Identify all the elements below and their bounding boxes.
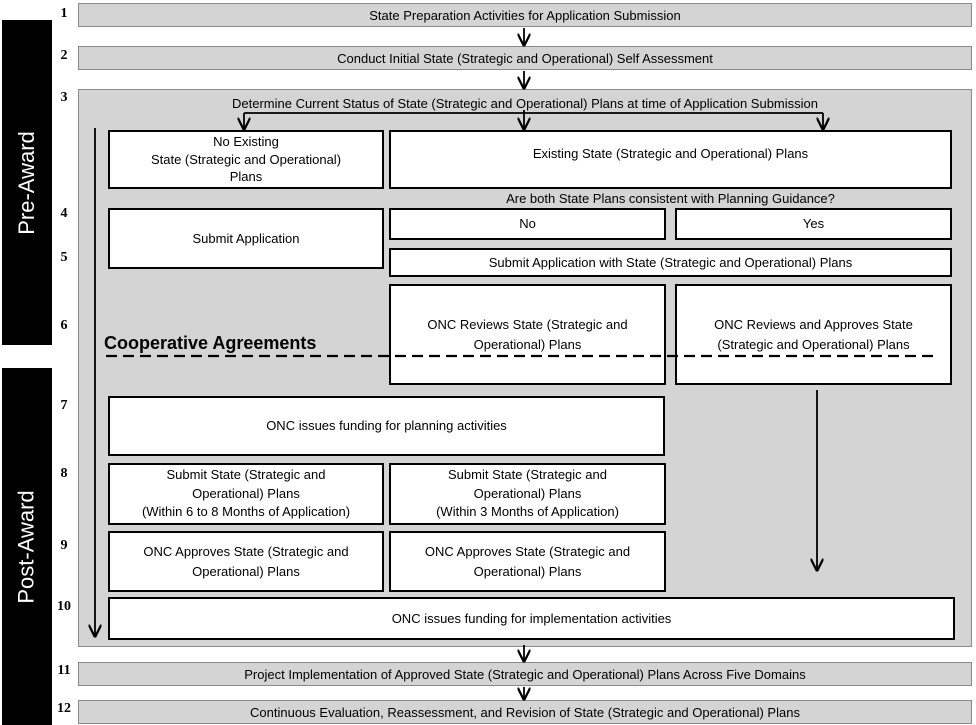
step-number: 3	[60, 90, 68, 105]
step-number: 8	[60, 466, 68, 481]
step-number: 11	[57, 663, 71, 678]
no-box: No	[389, 208, 666, 240]
step-11-band: Project Implementation of Approved State (Strategic and Operational) Plans Across Five Domains	[78, 662, 972, 686]
step-number: 12	[57, 701, 71, 716]
step-1-band: State Preparation Activities for Application Submission	[78, 3, 972, 27]
step-2-band: Conduct Initial State (Strategic and Operational) Self Assessment	[78, 46, 972, 70]
submit-application-with-plans-box: Submit Application with State (Strategic and Operational) Plans	[389, 248, 952, 277]
step-number: 2	[60, 48, 68, 63]
post-award-phase-bar	[2, 368, 52, 725]
step-number: 6	[60, 318, 68, 333]
no-existing-plans-box: No Existing State (Strategic and Operational) Plans	[108, 130, 384, 189]
step-number: 7	[60, 398, 68, 413]
funding-planning-box: ONC issues funding for planning activities	[108, 396, 665, 456]
submit-plans-6-8-months-box: Submit State (Strategic and Operational) Plans (Within 6 to 8 Months of Application)	[108, 463, 384, 525]
onc-approves-mid-box: ONC Approves State (Strategic and Operational) Plans	[389, 531, 666, 592]
submit-application-box: Submit Application	[108, 208, 384, 269]
onc-approves-left-box: ONC Approves State (Strategic and Operational) Plans	[108, 531, 384, 592]
step-number: 9	[60, 538, 68, 553]
step-3-heading: Determine Current Status of State (Strategic and Operational) Plans at time of Application Submission	[231, 96, 818, 111]
submit-plans-3-months-box: Submit State (Strategic and Operational) Plans (Within 3 Months of Application)	[389, 463, 666, 525]
existing-plans-box: Existing State (Strategic and Operational) Plans	[389, 130, 952, 189]
cooperative-agreements-label: Cooperative Agreements	[104, 333, 317, 353]
pre-award-phase-bar	[2, 20, 52, 345]
step-number: 4	[60, 206, 68, 221]
step-number: 5	[60, 250, 68, 265]
onc-reviews-box: ONC Reviews State (Strategic and Operational) Plans	[389, 284, 666, 385]
onc-reviews-approves-box: ONC Reviews and Approves State (Strategic and Operational) Plans	[675, 284, 952, 385]
step-12-band: Continuous Evaluation, Reassessment, and Revision of State (Strategic and Operational) Plans	[78, 700, 972, 724]
planning-guidance-question: Are both State Plans consistent with Planning Guidance?	[506, 191, 835, 206]
post-award-label: Post-Award	[14, 489, 39, 604]
yes-box: Yes	[675, 208, 952, 240]
funding-implementation-box: ONC issues funding for implementation activities	[108, 597, 955, 640]
pre-award-label: Pre-Award	[14, 130, 39, 235]
step-number: 1	[60, 6, 68, 21]
step-number: 10	[57, 599, 71, 614]
